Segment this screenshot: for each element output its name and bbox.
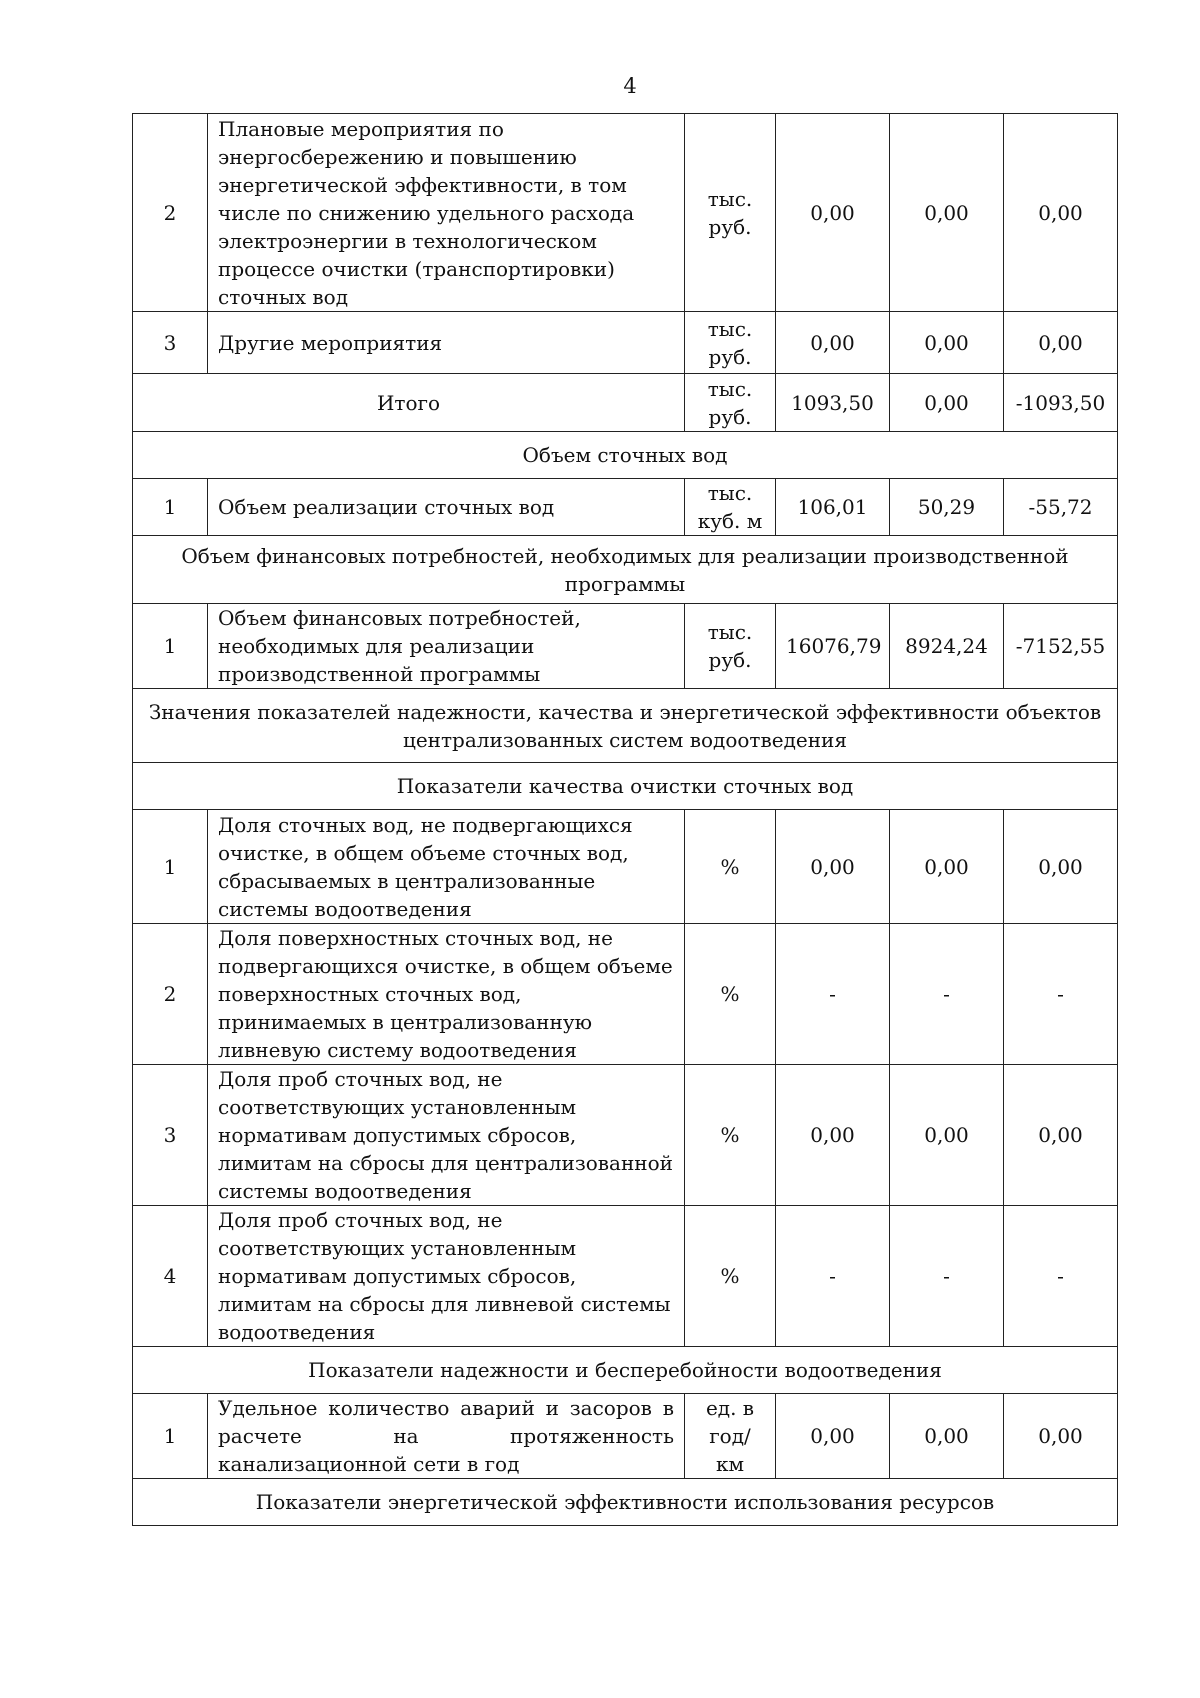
page-number: 4 [623, 74, 637, 98]
row-value-2: 50,29 [890, 479, 1004, 536]
row-number: 3 [133, 312, 208, 374]
row-number: 1 [133, 1394, 208, 1479]
row-description: Объем реализации сточных вод [208, 479, 685, 536]
row-value-3: -55,72 [1004, 479, 1118, 536]
row-value-2: 0,00 [890, 312, 1004, 374]
table-row [133, 810, 1118, 924]
section-row [133, 432, 1118, 479]
row-description: Объем финансовых потребностей, необходимых для реализации производственной программы [208, 604, 685, 689]
row-value-1: 1093,50 [776, 374, 890, 432]
total-row [133, 374, 1118, 432]
table-row [133, 114, 1118, 312]
section-heading: Значения показателей надежности, качества и энергетической эффективности объектов централизованных систем водоотведения [133, 689, 1118, 763]
row-value-2: 0,00 [890, 1394, 1004, 1479]
row-description: Другие мероприятия [208, 312, 685, 374]
table-row [133, 479, 1118, 536]
table-row [133, 1206, 1118, 1347]
section-row [133, 1347, 1118, 1394]
row-value-1: - [776, 924, 890, 1065]
row-value-2: 0,00 [890, 1065, 1004, 1206]
row-value-3: 0,00 [1004, 1065, 1118, 1206]
row-description: Плановые мероприятия по энергосбережению и повышению энергетической эффективности, в том числе по снижению удельного расхода электроэнергии в технологическом процессе очистки (транспортировки) сточных вод [208, 114, 685, 312]
row-description: Удельное количество аварий и засоров в расчете на протяженность канализационной сети в год [208, 1394, 685, 1479]
row-unit: тыс. руб. [685, 114, 776, 312]
row-number: 4 [133, 1206, 208, 1347]
row-unit: % [685, 924, 776, 1065]
row-unit: тыс. куб. м [685, 479, 776, 536]
table-row [133, 1394, 1118, 1479]
table-row [133, 312, 1118, 374]
row-number: 2 [133, 924, 208, 1065]
row-value-2: 0,00 [890, 114, 1004, 312]
row-value-1: 0,00 [776, 1065, 890, 1206]
row-value-3: -1093,50 [1004, 374, 1118, 432]
row-value-3: 0,00 [1004, 114, 1118, 312]
row-value-1: 0,00 [776, 810, 890, 924]
row-value-1: 0,00 [776, 114, 890, 312]
section-row [133, 763, 1118, 810]
row-unit: тыс. руб. [685, 374, 776, 432]
row-number: 1 [133, 604, 208, 689]
row-unit: % [685, 1206, 776, 1347]
row-description: Доля проб сточных вод, не соответствующих установленным нормативам допустимых сбросов, лимитам на сбросы для централизованной системы водоотведения [208, 1065, 685, 1206]
row-value-3: -7152,55 [1004, 604, 1118, 689]
row-value-3: 0,00 [1004, 810, 1118, 924]
row-value-3: - [1004, 924, 1118, 1065]
row-unit: % [685, 1065, 776, 1206]
table-row [133, 604, 1118, 689]
row-unit: % [685, 810, 776, 924]
section-heading: Показатели надежности и бесперебойности водоотведения [133, 1347, 1118, 1394]
row-value-1: 0,00 [776, 1394, 890, 1479]
row-number: 1 [133, 479, 208, 536]
row-unit: тыс. руб. [685, 312, 776, 374]
row-value-2: 0,00 [890, 374, 1004, 432]
table-row [133, 924, 1118, 1065]
section-row [133, 689, 1118, 763]
row-description: Доля сточных вод, не подвергающихся очистке, в общем объеме сточных вод, сбрасываемых в централизованные системы водоотведения [208, 810, 685, 924]
section-row [133, 1479, 1118, 1526]
table-row [133, 1065, 1118, 1206]
row-number: 1 [133, 810, 208, 924]
row-unit: тыс. руб. [685, 604, 776, 689]
row-value-2: - [890, 924, 1004, 1065]
row-value-3: 0,00 [1004, 312, 1118, 374]
row-value-2: 8924,24 [890, 604, 1004, 689]
section-heading: Объем финансовых потребностей, необходимых для реализации производственной программы [133, 536, 1118, 604]
row-value-1: - [776, 1206, 890, 1347]
indicators-table [132, 113, 1118, 1526]
section-heading: Показатели энергетической эффективности использования ресурсов [133, 1479, 1118, 1526]
row-number: 2 [133, 114, 208, 312]
row-description: Доля поверхностных сточных вод, не подвергающихся очистке, в общем объеме поверхностных сточных вод, принимаемых в централизованную ливневую систему водоотведения [208, 924, 685, 1065]
row-number: 3 [133, 1065, 208, 1206]
total-label: Итого [133, 374, 685, 432]
row-value-2: 0,00 [890, 810, 1004, 924]
row-value-3: - [1004, 1206, 1118, 1347]
row-value-1: 106,01 [776, 479, 890, 536]
row-value-2: - [890, 1206, 1004, 1347]
section-row [133, 536, 1118, 604]
row-unit: ед. в год/ км [685, 1394, 776, 1479]
row-value-3: 0,00 [1004, 1394, 1118, 1479]
section-heading: Показатели качества очистки сточных вод [133, 763, 1118, 810]
row-description: Доля проб сточных вод, не соответствующих установленным нормативам допустимых сбросов, лимитам на сбросы для ливневой системы водоотведения [208, 1206, 685, 1347]
section-heading: Объем сточных вод [133, 432, 1118, 479]
row-value-1: 16076,79 [776, 604, 890, 689]
row-value-1: 0,00 [776, 312, 890, 374]
